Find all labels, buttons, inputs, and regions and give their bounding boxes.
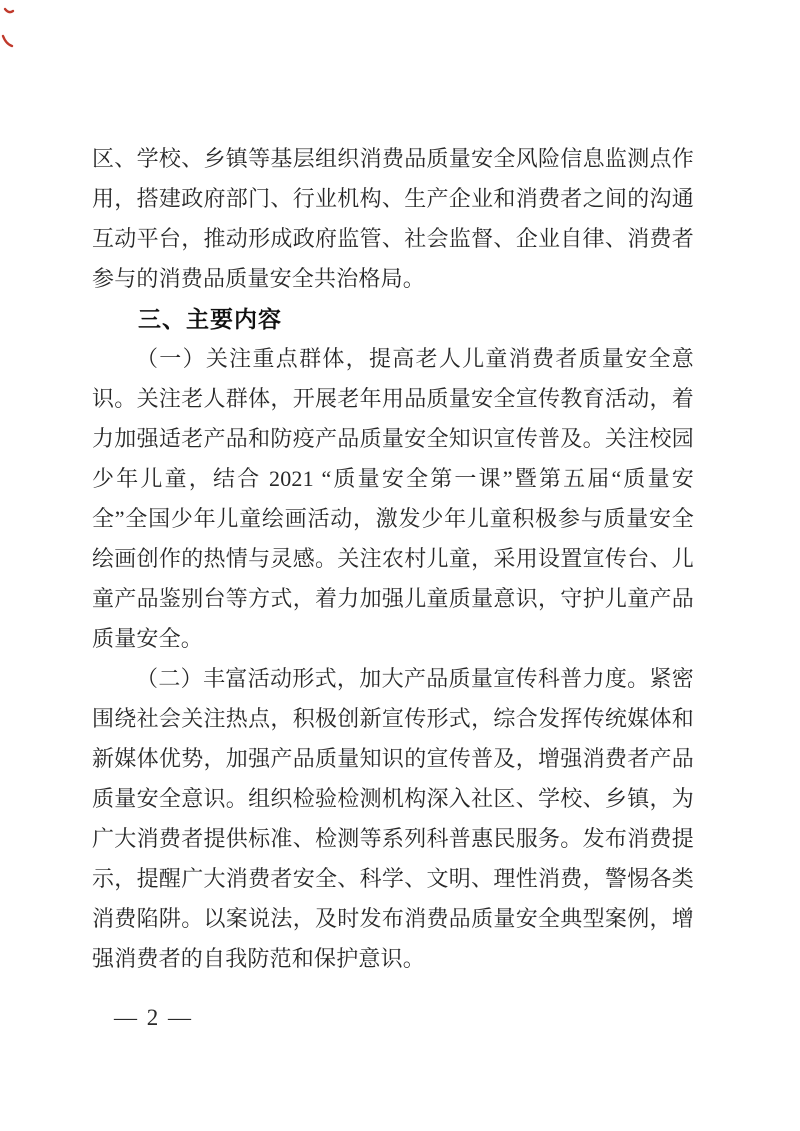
red-ink-mark-top: [5, 9, 13, 12]
paragraph-continuation: 区、学校、乡镇等基层组织消费品质量安全风险信息监测点作用，搭建政府部门、行业机构、生产企业和消费者之间的沟通互动平台，推动形成政府监管、社会监督、企业自律、消费者参与的消费品质量安全共治格局。: [92, 146, 694, 291]
red-ink-mark-bottom: [3, 36, 12, 46]
page-number: — 2 —: [114, 1005, 193, 1030]
paragraph-section-two: （二）丰富活动形式，加大产品质量宣传科普力度。紧密围绕社会关注热点，积极创新宣传形式，综合发挥传统媒体和新媒体优势，加强产品质量知识的宣传普及，增强消费者产品质量安全意识。组织检验检测机构深入社区、学校、乡镇，为广大消费者提供标准、检测等系列科普惠民服务。发布消费提示，提醒广大消费者安全、科学、文明、理性消费，警惕各类消费陷阱。以案说法，及时发布消费品质量安全典型案例，增强消费者的自我防范和保护意识。: [92, 666, 694, 971]
section-heading-main-content: 三、主要内容: [138, 306, 282, 332]
paragraph-section-one: （一）关注重点群体，提高老人儿童消费者质量安全意识。关注老人群体，开展老年用品质量安全宣传教育活动，着力加强适老产品和防疫产品质量安全知识宣传普及。关注校园少年儿童，结合 2021 “质量安全第一课”暨第五届“质量安全”全国少年儿童绘画活动，激发少年儿童积极参与质量安全绘画创作的热情与灵感。关注农村儿童，采用设置宣传台、儿童产品鉴别台等方式，着力加强儿童质量意识，守护儿童产品质量安全。: [92, 346, 694, 651]
document-text-block: [92, 139, 694, 979]
red-ink-marks: [0, 0, 30, 60]
